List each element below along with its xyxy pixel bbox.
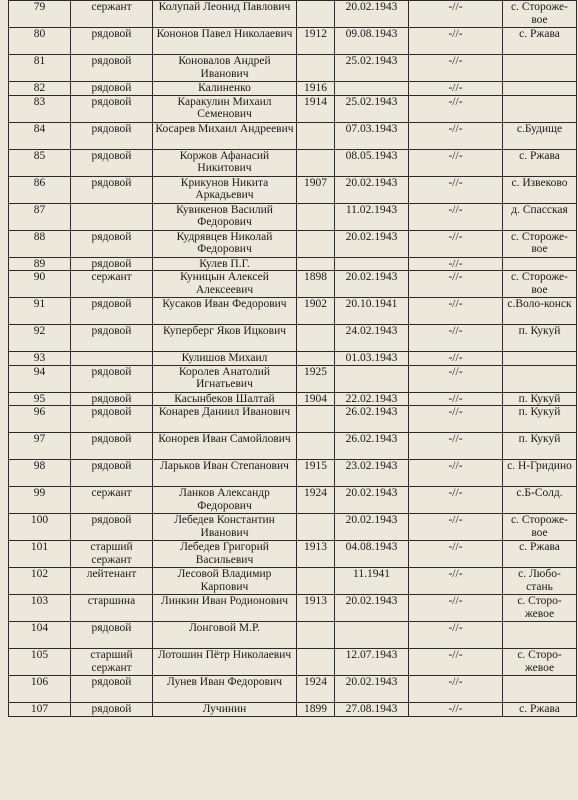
table-row (9, 433, 577, 460)
name-cell: Лонговой М.Р. (153, 622, 297, 649)
rank-cell: старшина (71, 595, 153, 622)
birth-year-cell: 1914 (297, 95, 335, 122)
row-number: 101 (9, 541, 71, 568)
location-cell: с.Воло-конск (503, 298, 577, 325)
birth-year-cell: 1924 (297, 487, 335, 514)
birth-year-cell (297, 257, 335, 271)
birth-year-cell (297, 203, 335, 230)
row-number: 98 (9, 460, 71, 487)
ditto-cell: -//- (409, 460, 503, 487)
row-number: 91 (9, 298, 71, 325)
birth-year-cell (297, 406, 335, 433)
date-cell: 20.02.1943 (335, 595, 409, 622)
name-cell: Ланков Александр Федорович (153, 487, 297, 514)
name-cell: Кувикенов Василий Федорович (153, 203, 297, 230)
date-cell: 09.08.1943 (335, 28, 409, 55)
rank-cell: рядовой (71, 257, 153, 271)
rank-cell: рядовой (71, 230, 153, 257)
row-number: 103 (9, 595, 71, 622)
birth-year-cell: 1915 (297, 460, 335, 487)
birth-year-cell: 1902 (297, 298, 335, 325)
rank-cell: сержант (71, 487, 153, 514)
date-cell (335, 622, 409, 649)
location-cell: п. Кукуй (503, 392, 577, 406)
table-row (9, 257, 577, 271)
birth-year-cell (297, 568, 335, 595)
rank-cell: старший сержант (71, 649, 153, 676)
rank-cell: рядовой (71, 703, 153, 717)
ditto-cell: -//- (409, 595, 503, 622)
row-number: 107 (9, 703, 71, 717)
row-number: 106 (9, 676, 71, 703)
table-row (9, 271, 577, 298)
table-row (9, 365, 577, 392)
location-cell (503, 82, 577, 96)
name-cell: Лебедев Константин Иванович (153, 514, 297, 541)
rank-cell: рядовой (71, 28, 153, 55)
date-cell: 20.02.1943 (335, 676, 409, 703)
location-cell (503, 365, 577, 392)
table-row (9, 649, 577, 676)
row-number: 99 (9, 487, 71, 514)
ditto-cell: -//- (409, 514, 503, 541)
name-cell: Колупай Леонид Павлович (153, 1, 297, 28)
location-cell: с. Стороже-вое (503, 1, 577, 28)
date-cell: 22.02.1943 (335, 392, 409, 406)
location-cell: с. Стороже-вое (503, 271, 577, 298)
rank-cell: сержант (71, 1, 153, 28)
rank-cell: рядовой (71, 406, 153, 433)
table-row (9, 325, 577, 352)
location-cell (503, 676, 577, 703)
row-number: 100 (9, 514, 71, 541)
ditto-cell: -//- (409, 406, 503, 433)
name-cell: Лесовой Владимир Карпович (153, 568, 297, 595)
ditto-cell: -//- (409, 622, 503, 649)
location-cell: д. Спасская (503, 203, 577, 230)
location-cell: с. Ржава (503, 28, 577, 55)
row-number: 96 (9, 406, 71, 433)
ditto-cell: -//- (409, 433, 503, 460)
row-number: 94 (9, 365, 71, 392)
name-cell: Куницын Алексей Алексеевич (153, 271, 297, 298)
table-row (9, 460, 577, 487)
name-cell: Кононов Павел Николаевич (153, 28, 297, 55)
location-cell: с. Стороже-вое (503, 514, 577, 541)
name-cell: Куперберг Яков Ицкович (153, 325, 297, 352)
table-row (9, 595, 577, 622)
ditto-cell: -//- (409, 28, 503, 55)
name-cell: Королев Анатолий Игнатьевич (153, 365, 297, 392)
row-number: 93 (9, 352, 71, 366)
row-number: 105 (9, 649, 71, 676)
row-number: 95 (9, 392, 71, 406)
location-cell (503, 622, 577, 649)
ditto-cell: -//- (409, 676, 503, 703)
date-cell: 12.07.1943 (335, 649, 409, 676)
row-number: 86 (9, 176, 71, 203)
name-cell: Кулев П.Г. (153, 257, 297, 271)
table-row (9, 703, 577, 717)
location-cell: п. Кукуй (503, 406, 577, 433)
table-row (9, 352, 577, 366)
location-cell: п. Кукуй (503, 433, 577, 460)
date-cell: 25.02.1943 (335, 55, 409, 82)
table-row (9, 568, 577, 595)
ditto-cell: -//- (409, 230, 503, 257)
rank-cell: рядовой (71, 365, 153, 392)
table-row (9, 95, 577, 122)
ditto-cell: -//- (409, 95, 503, 122)
location-cell: с.Б-Солд. (503, 487, 577, 514)
ditto-cell: -//- (409, 325, 503, 352)
date-cell (335, 257, 409, 271)
birth-year-cell (297, 55, 335, 82)
name-cell: Касынбеков Шалтай (153, 392, 297, 406)
date-cell: 04.08.1943 (335, 541, 409, 568)
table-row (9, 541, 577, 568)
rank-cell: рядовой (71, 325, 153, 352)
rank-cell: рядовой (71, 392, 153, 406)
table-row (9, 149, 577, 176)
date-cell: 23.02.1943 (335, 460, 409, 487)
date-cell: 20.02.1943 (335, 487, 409, 514)
birth-year-cell: 1913 (297, 541, 335, 568)
date-cell: 20.10.1941 (335, 298, 409, 325)
location-cell: с. Извеково (503, 176, 577, 203)
date-cell: 27.08.1943 (335, 703, 409, 717)
table-row (9, 230, 577, 257)
ditto-cell: -//- (409, 568, 503, 595)
ditto-cell: -//- (409, 298, 503, 325)
rank-cell: лейтенант (71, 568, 153, 595)
location-cell: п. Кукуй (503, 325, 577, 352)
location-cell: с. Стороже-вое (503, 230, 577, 257)
date-cell: 20.02.1943 (335, 1, 409, 28)
rank-cell: старший сержант (71, 541, 153, 568)
row-number: 79 (9, 1, 71, 28)
location-cell: с. Сторо-жевое (503, 595, 577, 622)
date-cell: 11.02.1943 (335, 203, 409, 230)
location-cell: с. Сторо-жевое (503, 649, 577, 676)
rank-cell: рядовой (71, 122, 153, 149)
row-number: 88 (9, 230, 71, 257)
row-number: 102 (9, 568, 71, 595)
date-cell: 20.02.1943 (335, 514, 409, 541)
row-number: 89 (9, 257, 71, 271)
table-row (9, 122, 577, 149)
date-cell: 20.02.1943 (335, 271, 409, 298)
ditto-cell: -//- (409, 203, 503, 230)
rank-cell: сержант (71, 271, 153, 298)
table-row (9, 176, 577, 203)
row-number: 104 (9, 622, 71, 649)
birth-year-cell (297, 1, 335, 28)
rank-cell: рядовой (71, 433, 153, 460)
location-cell: с. Ржава (503, 541, 577, 568)
location-cell (503, 257, 577, 271)
date-cell: 07.03.1943 (335, 122, 409, 149)
ditto-cell: -//- (409, 55, 503, 82)
birth-year-cell (297, 352, 335, 366)
birth-year-cell (297, 230, 335, 257)
rank-cell: рядовой (71, 298, 153, 325)
name-cell: Лотошин Пётр Николаевич (153, 649, 297, 676)
table-row (9, 676, 577, 703)
date-cell: 26.02.1943 (335, 433, 409, 460)
row-number: 90 (9, 271, 71, 298)
date-cell: 26.02.1943 (335, 406, 409, 433)
ditto-cell: -//- (409, 257, 503, 271)
name-cell: Лучинин (153, 703, 297, 717)
location-cell (503, 95, 577, 122)
ditto-cell: -//- (409, 1, 503, 28)
birth-year-cell: 1916 (297, 82, 335, 96)
location-cell: с.Будище (503, 122, 577, 149)
rank-cell: рядовой (71, 55, 153, 82)
location-cell: с. Ржава (503, 703, 577, 717)
roster-table (8, 0, 577, 717)
table-row (9, 203, 577, 230)
rank-cell: рядовой (71, 95, 153, 122)
birth-year-cell (297, 122, 335, 149)
row-number: 85 (9, 149, 71, 176)
date-cell: 11.1941 (335, 568, 409, 595)
birth-year-cell: 1912 (297, 28, 335, 55)
ditto-cell: -//- (409, 365, 503, 392)
birth-year-cell: 1924 (297, 676, 335, 703)
date-cell: 20.02.1943 (335, 230, 409, 257)
name-cell: Крикунов Никита Аркадьевич (153, 176, 297, 203)
birth-year-cell (297, 325, 335, 352)
rank-cell: рядовой (71, 176, 153, 203)
name-cell: Кусаков Иван Федорович (153, 298, 297, 325)
row-number: 84 (9, 122, 71, 149)
table-row (9, 55, 577, 82)
ditto-cell: -//- (409, 82, 503, 96)
table-row (9, 392, 577, 406)
row-number: 80 (9, 28, 71, 55)
row-number: 81 (9, 55, 71, 82)
ditto-cell: -//- (409, 149, 503, 176)
location-cell (503, 55, 577, 82)
rank-cell (71, 203, 153, 230)
rank-cell: рядовой (71, 460, 153, 487)
birth-year-cell: 1904 (297, 392, 335, 406)
birth-year-cell: 1925 (297, 365, 335, 392)
name-cell: Кулишов Михаил (153, 352, 297, 366)
rank-cell: рядовой (71, 676, 153, 703)
rank-cell: рядовой (71, 514, 153, 541)
location-cell (503, 352, 577, 366)
table-row (9, 82, 577, 96)
table-row (9, 406, 577, 433)
name-cell: Косарев Михаил Андреевич (153, 122, 297, 149)
name-cell: Конорев Иван Самойлович (153, 433, 297, 460)
table-row (9, 298, 577, 325)
rank-cell: рядовой (71, 149, 153, 176)
date-cell: 01.03.1943 (335, 352, 409, 366)
row-number: 97 (9, 433, 71, 460)
ditto-cell: -//- (409, 703, 503, 717)
table-row (9, 514, 577, 541)
row-number: 82 (9, 82, 71, 96)
roster-body (9, 1, 577, 717)
row-number: 92 (9, 325, 71, 352)
name-cell: Каракулин Михаил Семенович (153, 95, 297, 122)
name-cell: Коновалов Андрей Иванович (153, 55, 297, 82)
table-row (9, 1, 577, 28)
name-cell: Лебедев Григорий Васильевич (153, 541, 297, 568)
table-row (9, 28, 577, 55)
birth-year-cell (297, 149, 335, 176)
location-cell: с. Н-Гридино (503, 460, 577, 487)
name-cell: Конарев Даниил Иванович (153, 406, 297, 433)
date-cell: 20.02.1943 (335, 176, 409, 203)
birth-year-cell (297, 649, 335, 676)
ditto-cell: -//- (409, 122, 503, 149)
ditto-cell: -//- (409, 176, 503, 203)
birth-year-cell (297, 622, 335, 649)
date-cell (335, 82, 409, 96)
date-cell: 24.02.1943 (335, 325, 409, 352)
rank-cell: рядовой (71, 622, 153, 649)
birth-year-cell: 1899 (297, 703, 335, 717)
ditto-cell: -//- (409, 352, 503, 366)
row-number: 83 (9, 95, 71, 122)
birth-year-cell: 1898 (297, 271, 335, 298)
table-row (9, 487, 577, 514)
ditto-cell: -//- (409, 271, 503, 298)
birth-year-cell (297, 433, 335, 460)
date-cell: 25.02.1943 (335, 95, 409, 122)
date-cell: 08.05.1943 (335, 149, 409, 176)
name-cell: Ларьков Иван Степанович (153, 460, 297, 487)
date-cell (335, 365, 409, 392)
ditto-cell: -//- (409, 541, 503, 568)
rank-cell (71, 352, 153, 366)
ditto-cell: -//- (409, 649, 503, 676)
rank-cell: рядовой (71, 82, 153, 96)
birth-year-cell: 1907 (297, 176, 335, 203)
name-cell: Кудрявцев Николай Федорович (153, 230, 297, 257)
name-cell: Калиненко (153, 82, 297, 96)
row-number: 87 (9, 203, 71, 230)
name-cell: Коржов Афанасий Никитович (153, 149, 297, 176)
location-cell: с. Любо-стань (503, 568, 577, 595)
name-cell: Линкин Иван Родионович (153, 595, 297, 622)
table-row (9, 622, 577, 649)
ditto-cell: -//- (409, 487, 503, 514)
ditto-cell: -//- (409, 392, 503, 406)
birth-year-cell: 1913 (297, 595, 335, 622)
location-cell: с. Ржава (503, 149, 577, 176)
birth-year-cell (297, 514, 335, 541)
name-cell: Лунев Иван Федорович (153, 676, 297, 703)
